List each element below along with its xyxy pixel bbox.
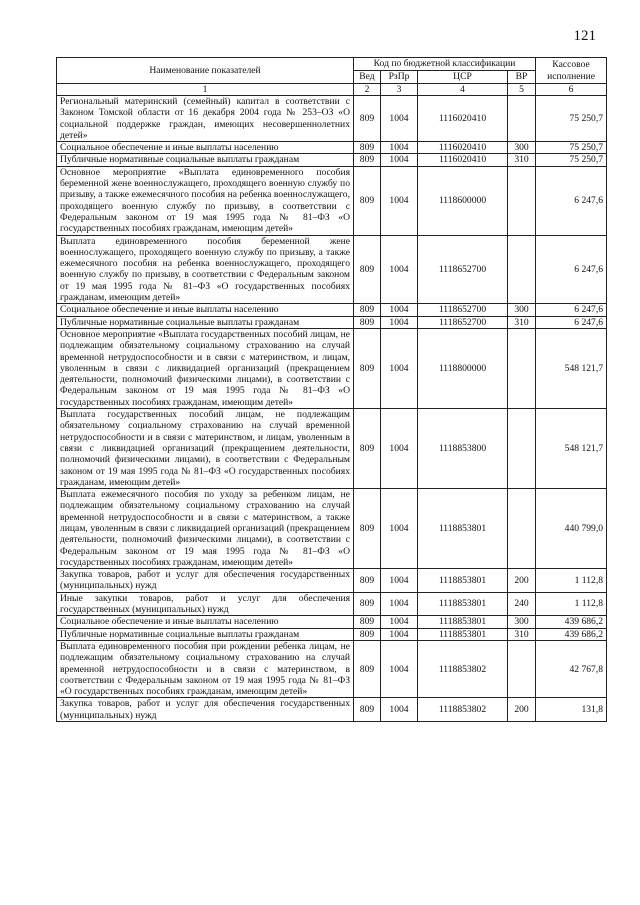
row-csr: 1118600000 xyxy=(418,166,508,235)
row-amount: 6 247,6 xyxy=(536,166,607,235)
row-ved: 809 xyxy=(354,235,381,304)
row-csr: 1118853801 xyxy=(418,592,508,616)
header-rzpr: РзПр xyxy=(381,71,418,84)
row-rzpr: 1004 xyxy=(381,316,418,328)
table-row xyxy=(57,592,607,616)
header-name: Наименование показателей xyxy=(57,58,354,84)
row-csr: 1118652700 xyxy=(418,235,508,304)
row-rzpr: 1004 xyxy=(381,96,418,142)
row-vr xyxy=(508,96,536,142)
row-ved: 809 xyxy=(354,96,381,142)
row-csr: 1118652700 xyxy=(418,316,508,328)
row-amount: 6 247,6 xyxy=(536,235,607,304)
row-ved: 809 xyxy=(354,489,381,569)
row-name: Публичные нормативные социальные выплаты гражданам xyxy=(57,154,354,166)
row-amount: 75 250,7 xyxy=(536,96,607,142)
row-amount: 75 250,7 xyxy=(536,154,607,166)
row-ved: 809 xyxy=(354,640,381,697)
table-row xyxy=(57,328,607,408)
row-csr: 1118652700 xyxy=(418,304,508,316)
row-rzpr: 1004 xyxy=(381,628,418,640)
table-header xyxy=(57,58,607,96)
header-num-1: 1 xyxy=(57,84,354,96)
row-csr: 1116020410 xyxy=(418,142,508,154)
row-ved: 809 xyxy=(354,628,381,640)
table-row xyxy=(57,640,607,697)
row-name: Выплата единовременного пособия при рождении ребенка лицам, не подлежащим обязательному социальному страхованию на случай временной нетрудоспособности и в связи с материнством, в соответствии с Федеральным законом от 19 мая 1995 года № 81–ФЗ «О государственных пособиях гражданам, имеющим детей» xyxy=(57,640,354,697)
row-rzpr: 1004 xyxy=(381,409,418,489)
row-name: Публичные нормативные социальные выплаты гражданам xyxy=(57,628,354,640)
table-row xyxy=(57,166,607,235)
row-name: Социальное обеспечение и иные выплаты населению xyxy=(57,616,354,628)
row-name: Закупка товаров, работ и услуг для обеспечения государственных (муниципальных) нужд xyxy=(57,569,354,593)
row-name: Выплата государственных пособий лицам, не подлежащим обязательному социальному страхованию на случай временной нетрудоспособности и в связи с материнством, и лицам, уволенным в связи с ликвидацией организаций (прекращением деятельности, полномочий физическими лицами), в соответствии с Федеральным законом от 19 мая 1995 года № 81–ФЗ «О государственных пособиях гражданам, имеющим детей» xyxy=(57,409,354,489)
table-row xyxy=(57,316,607,328)
row-amount: 548 121,7 xyxy=(536,328,607,408)
row-amount: 6 247,6 xyxy=(536,316,607,328)
row-rzpr: 1004 xyxy=(381,592,418,616)
row-ved: 809 xyxy=(354,142,381,154)
row-rzpr: 1004 xyxy=(381,640,418,697)
row-vr xyxy=(508,640,536,697)
table-row xyxy=(57,304,607,316)
row-amount: 548 121,7 xyxy=(536,409,607,489)
row-name: Социальное обеспечение и иные выплаты населению xyxy=(57,304,354,316)
row-csr: 1118853801 xyxy=(418,628,508,640)
row-csr: 1116020410 xyxy=(418,96,508,142)
header-csr: ЦСР xyxy=(418,71,508,84)
row-name: Иные закупки товаров, работ и услуг для обеспечения государственных (муниципальных) нужд xyxy=(57,592,354,616)
row-csr: 1118800000 xyxy=(418,328,508,408)
header-num-2: 2 xyxy=(354,84,381,96)
row-rzpr: 1004 xyxy=(381,166,418,235)
row-vr: 310 xyxy=(508,154,536,166)
row-ved: 809 xyxy=(354,304,381,316)
table-row xyxy=(57,96,607,142)
row-ved: 809 xyxy=(354,409,381,489)
table-row xyxy=(57,235,607,304)
row-name: Выплата ежемесячного пособия по уходу за ребенком лицам, не подлежащим обязательному социальному страхованию на случай временной нетрудоспособности и в связи с материнством, а также лицам, уволенным в связи с ликвидацией организаций (прекращением деятельности, полномочий физическими лицами), в соответствии с Федеральным законом от 19 мая 1995 года № 81–ФЗ «О государственных пособиях гражданам, имеющим детей» xyxy=(57,489,354,569)
row-amount: 1 112,8 xyxy=(536,569,607,593)
row-rzpr: 1004 xyxy=(381,616,418,628)
table-row xyxy=(57,628,607,640)
row-amount: 440 799,0 xyxy=(536,489,607,569)
row-rzpr: 1004 xyxy=(381,489,418,569)
page-number: 121 xyxy=(573,28,596,44)
row-vr: 240 xyxy=(508,592,536,616)
table-row xyxy=(57,154,607,166)
table-row xyxy=(57,409,607,489)
row-rzpr: 1004 xyxy=(381,142,418,154)
row-amount: 6 247,6 xyxy=(536,304,607,316)
row-name: Выплата единовременного пособия беременной жене военнослужащего, проходящего военную службу по призыву, а также ежемесячного пособия на ребенка военнослужащего, проходящего военную службу по призыву, в соответствии с Федеральным законом от 19 мая 1995 года № 81–ФЗ «О государственных пособиях гражданам, имеющим детей» xyxy=(57,235,354,304)
header-execution: Кассовое исполнение xyxy=(536,58,607,84)
table-row xyxy=(57,698,607,722)
row-name: Социальное обеспечение и иные выплаты населению xyxy=(57,142,354,154)
row-vr xyxy=(508,328,536,408)
table-row xyxy=(57,142,607,154)
row-amount: 131,8 xyxy=(536,698,607,722)
row-ved: 809 xyxy=(354,154,381,166)
row-rzpr: 1004 xyxy=(381,328,418,408)
row-vr: 300 xyxy=(508,616,536,628)
row-amount: 439 686,2 xyxy=(536,628,607,640)
table-row xyxy=(57,616,607,628)
row-rzpr: 1004 xyxy=(381,304,418,316)
row-amount: 75 250,7 xyxy=(536,142,607,154)
row-amount: 439 686,2 xyxy=(536,616,607,628)
row-vr xyxy=(508,489,536,569)
row-csr: 1118853801 xyxy=(418,489,508,569)
row-name: Закупка товаров, работ и услуг для обеспечения государственных (муниципальных) нужд xyxy=(57,698,354,722)
row-rzpr: 1004 xyxy=(381,698,418,722)
header-vr: ВР xyxy=(508,71,536,84)
row-ved: 809 xyxy=(354,569,381,593)
row-ved: 809 xyxy=(354,166,381,235)
budget-table xyxy=(56,57,607,722)
table-row xyxy=(57,569,607,593)
row-csr: 1118853801 xyxy=(418,569,508,593)
row-csr: 1118853801 xyxy=(418,616,508,628)
row-csr: 1118853800 xyxy=(418,409,508,489)
row-vr: 200 xyxy=(508,569,536,593)
row-rzpr: 1004 xyxy=(381,154,418,166)
row-vr xyxy=(508,166,536,235)
header-ved: Вед xyxy=(354,71,381,84)
row-ved: 809 xyxy=(354,328,381,408)
table-body xyxy=(57,96,607,722)
row-rzpr: 1004 xyxy=(381,569,418,593)
row-amount: 1 112,8 xyxy=(536,592,607,616)
header-num-6: 6 xyxy=(536,84,607,96)
row-csr: 1118853802 xyxy=(418,640,508,697)
row-vr: 310 xyxy=(508,316,536,328)
row-csr: 1116020410 xyxy=(418,154,508,166)
row-vr: 300 xyxy=(508,304,536,316)
header-classification: Код по бюджетной классификации xyxy=(354,58,536,71)
row-vr: 300 xyxy=(508,142,536,154)
row-vr xyxy=(508,235,536,304)
row-rzpr: 1004 xyxy=(381,235,418,304)
header-num-5: 5 xyxy=(508,84,536,96)
row-name: Основное мероприятие «Выплата единовременного пособия беременной жене военнослужащего, проходящего военную службу по призыву, а также ежемесячного пособия на ребенка военнослужащего, проходящего военную службу по призыву, в соответствии с Федеральным законом от 19 мая 1995 года № 81–ФЗ «О государственных пособиях гражданам, имеющим детей» xyxy=(57,166,354,235)
row-ved: 809 xyxy=(354,316,381,328)
row-name: Региональный материнский (семейный) капитал в соответствии с Законом Томской области от 16 декабря 2004 года № 253–ОЗ «О социальной поддержке граждан, имеющих несовершеннолетних детей» xyxy=(57,96,354,142)
row-ved: 809 xyxy=(354,698,381,722)
row-vr xyxy=(508,409,536,489)
table-row xyxy=(57,489,607,569)
row-csr: 1118853802 xyxy=(418,698,508,722)
row-amount: 42 767,8 xyxy=(536,640,607,697)
row-vr: 310 xyxy=(508,628,536,640)
header-num-3: 3 xyxy=(381,84,418,96)
row-vr: 200 xyxy=(508,698,536,722)
header-num-4: 4 xyxy=(418,84,508,96)
row-name: Основное мероприятие «Выплата государственных пособий лицам, не подлежащим обязательному социальному страхованию на случай временной нетрудоспособности и в связи с материнством, и лицам, уволенным в связи с ликвидацией организаций (прекращением деятельности, полномочий физическими лицами), в соответствии с Федеральным законом от 19 мая 1995 года № 81–ФЗ «О государственных пособиях гражданам, имеющим детей» xyxy=(57,328,354,408)
row-ved: 809 xyxy=(354,616,381,628)
row-ved: 809 xyxy=(354,592,381,616)
row-name: Публичные нормативные социальные выплаты гражданам xyxy=(57,316,354,328)
